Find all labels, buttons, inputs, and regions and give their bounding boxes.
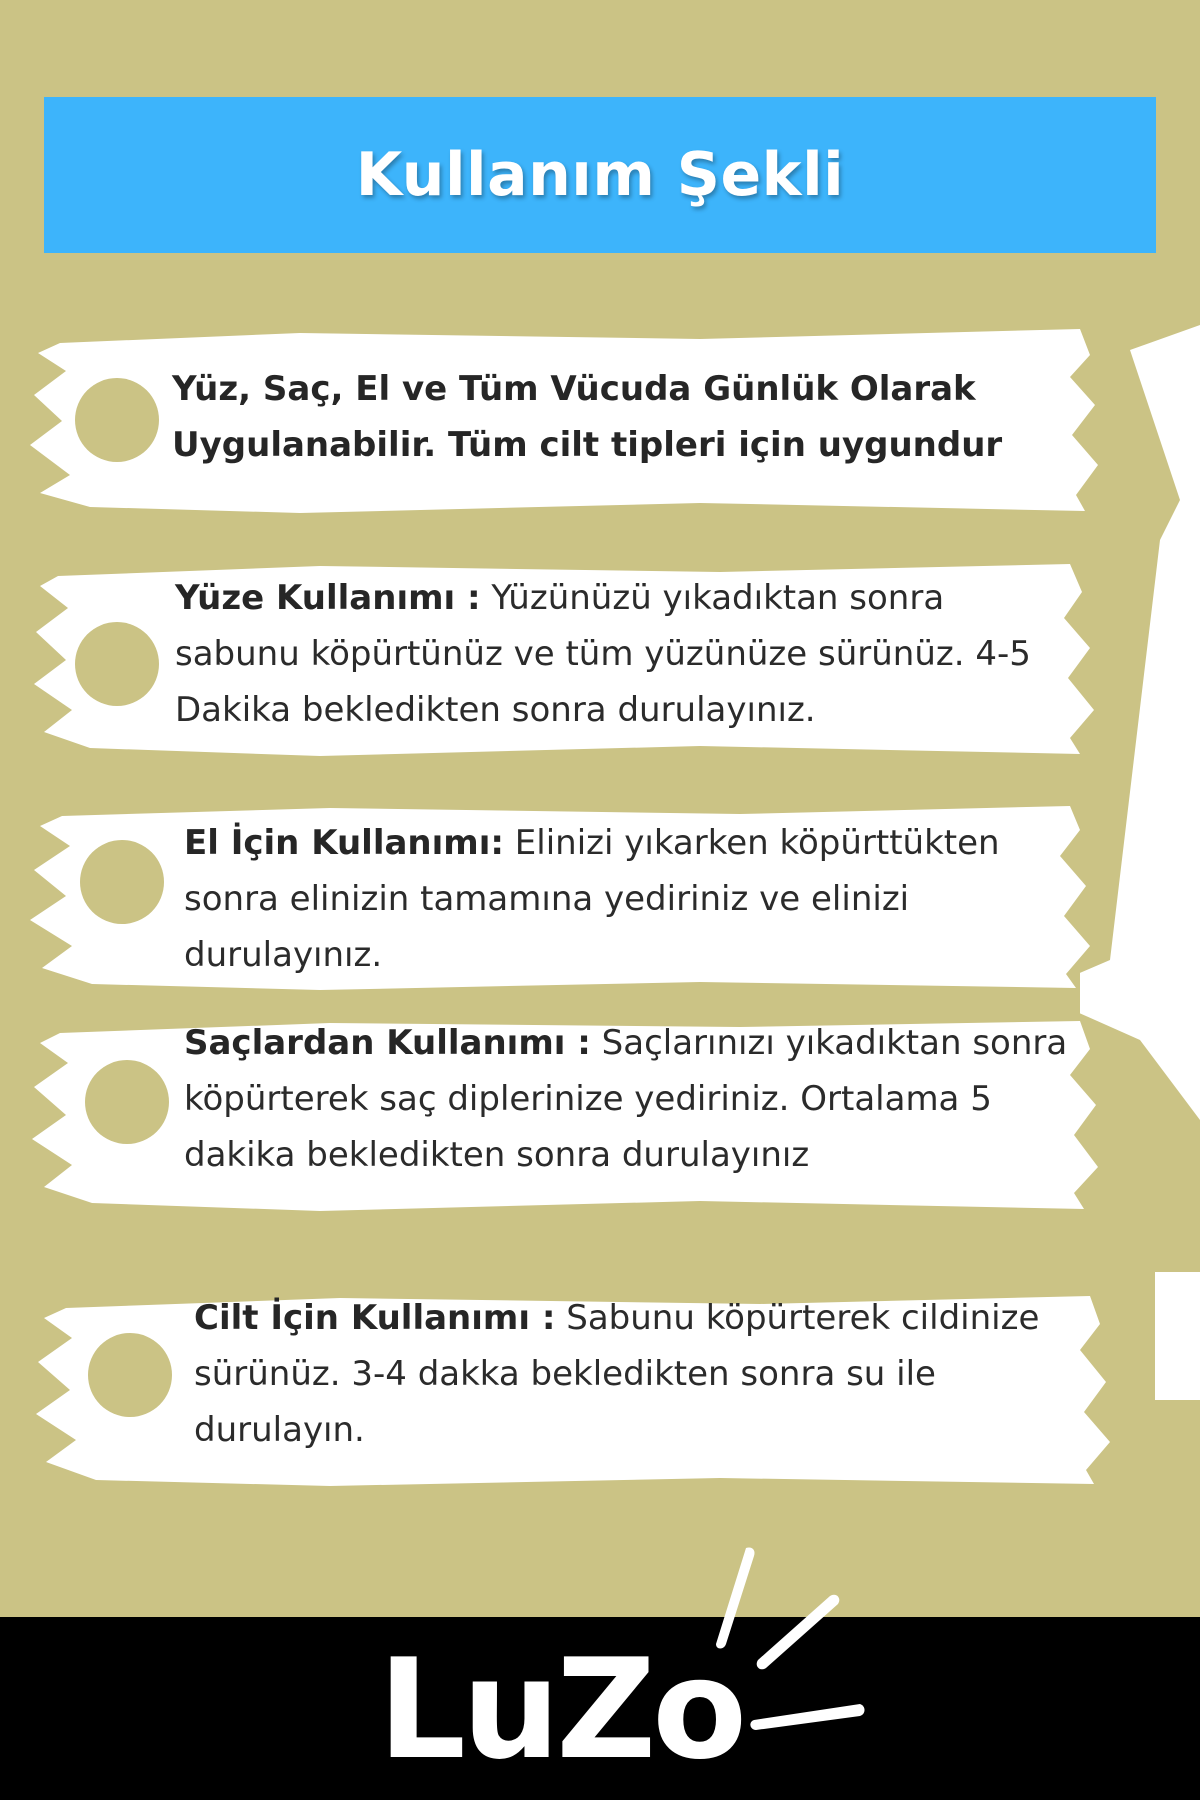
usage-card-general — [0, 325, 1200, 520]
bullet-circle — [85, 1060, 169, 1144]
usage-card-hair — [0, 1015, 1200, 1215]
card-text — [194, 1290, 1074, 1458]
card-body: Elinizi yıkarken köpürttükten sonra elinizin tamamına yediriniz ve elinizi durulayınız. — [184, 823, 1000, 975]
card-lead: Cilt İçin Kullanımı : — [194, 1298, 556, 1338]
bullet-circle — [75, 378, 159, 462]
logo-sparkle-icon — [690, 1540, 880, 1760]
usage-card-face — [0, 560, 1200, 760]
card-lead: El İçin Kullanımı: — [184, 823, 504, 863]
usage-card-skin — [0, 1290, 1200, 1490]
bullet-circle — [88, 1333, 172, 1417]
usage-card-hand — [0, 800, 1200, 995]
card-lead: Yüze Kullanımı : — [175, 578, 481, 618]
card-body: Yüz, Saç, El ve Tüm Vücuda Günlük Olarak Uygulanabilir. Tüm cilt tipleri için uygundur — [172, 369, 1003, 465]
card-body: Yüzünüzü yıkadıktan sonra sabunu köpürtünüz ve tüm yüzünüze sürünüz. 4-5 Dakika bekledikten sonra durulayınız. — [175, 578, 1031, 730]
page-title: Kullanım Şekli — [355, 140, 845, 210]
card-lead: Saçlardan Kullanımı : — [184, 1023, 591, 1063]
header-banner — [44, 97, 1156, 253]
card-text — [175, 570, 1055, 738]
card-text — [172, 361, 1052, 473]
card-body: Saçlarınızı yıkadıktan sonra köpürterek saç diplerinize yediriniz. Ortalama 5 dakika bekledikten sonra durulayınız — [184, 1023, 1068, 1175]
bullet-circle — [75, 622, 159, 706]
card-body: Sabunu köpürterek cildinize sürünüz. 3-4 dakka bekledikten sonra su ile durulayın. — [194, 1298, 1040, 1450]
brand-logo-text: LuZo — [378, 1629, 744, 1790]
card-text — [184, 815, 1054, 983]
bullet-circle — [80, 840, 164, 924]
card-text — [184, 1015, 1084, 1183]
